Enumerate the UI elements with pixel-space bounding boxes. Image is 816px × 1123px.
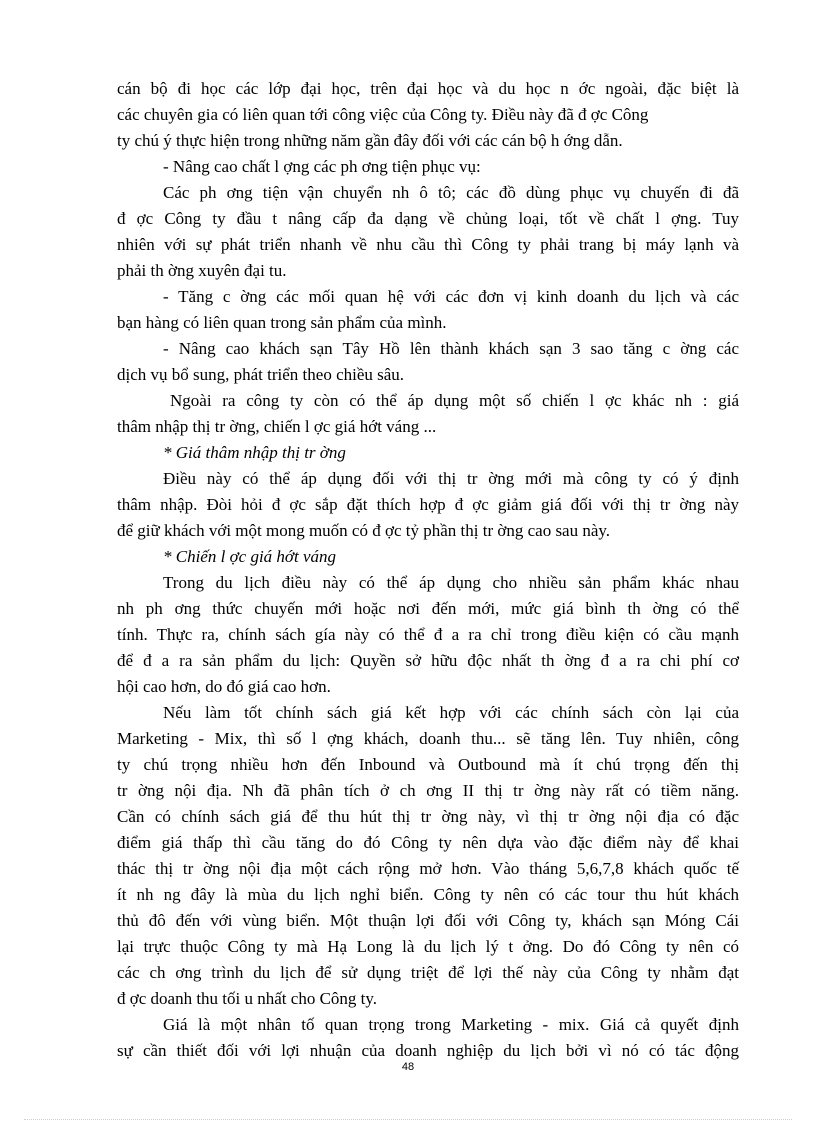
text-line: các ch ơng trình du lịch để sử dụng triệt để lợi thế này của Công ty nhằm đạt xyxy=(117,963,739,982)
text-line: cán bộ đi học các lớp đại học, trên đại học và du học n ớc ngoài, đặc biệt là xyxy=(117,79,739,98)
text-line: sự cần thiết đối với lợi nhuận của doanh nghiệp du lịch bởi vì nó có tác động xyxy=(117,1041,739,1060)
text-line: - Nâng cao khách sạn Tây Hồ lên thành khách sạn 3 sao tăng c ờng các xyxy=(163,339,739,358)
text-line: ty chú ý thực hiện trong những năm gần đây đối với các cán bộ h ớng dẫn. xyxy=(117,131,623,150)
text-line: thác thị tr ờng nội địa một cách rộng mở hơn. Vào tháng 5,6,7,8 khách quốc tế xyxy=(117,859,739,878)
page-number: 48 xyxy=(401,1061,415,1073)
text-line: nhiên với sự phát triển nhanh về nhu cầu thì Công ty phải trang bị máy lạnh và xyxy=(117,235,739,254)
text-line: điểm giá thấp thì cầu tăng do đó Công ty nên dựa vào đặc điểm này để khai xyxy=(117,833,739,852)
text-line: nh ph ơng thức chuyến mới hoặc nơi đến mới, mức giá bình th ờng có thể xyxy=(117,599,739,618)
text-line: Cần có chính sách giá để thu hút thị tr ờng này, vì thị tr ờng nội địa có đặc xyxy=(117,807,739,826)
text-line: Điều này có thể áp dụng đối với thị tr ờng mới mà công ty có ý định xyxy=(163,469,739,488)
text-line: Các ph ơng tiện vận chuyển nh ô tô; các đồ dùng phục vụ chuyến đi đã xyxy=(163,183,739,202)
text-line: Ngoài ra công ty còn có thể áp dụng một số chiến l ợc khác nh : giá xyxy=(170,391,739,410)
text-line: đ ợc Công ty đầu t nâng cấp đa dạng về chủng loại, tốt về chất l ợng. Tuy xyxy=(117,209,739,228)
text-line: Trong du lịch điều này có thể áp dụng cho nhiều sản phẩm khác nhau xyxy=(163,573,739,592)
footer-divider xyxy=(24,1119,792,1120)
text-line: hội cao hơn, do đó giá cao hơn. xyxy=(117,677,331,696)
text-line: Giá là một nhân tố quan trọng trong Marketing - mix. Giá cả quyết định xyxy=(163,1015,739,1034)
text-line: các chuyên gia có liên quan tới công việc của Công ty. Điều này đã đ ợc Công xyxy=(117,105,649,124)
text-line: bạn hàng có liên quan trong sản phẩm của mình. xyxy=(117,313,447,332)
text-line: tính. Thực ra, chính sách gía này có thể đ a ra chỉ trong điều kiện có cầu mạnh xyxy=(117,625,739,644)
section-heading: * Chiến l ợc giá hớt váng xyxy=(163,547,337,566)
text-line: ít nh ng đây là mùa du lịch nghỉ biển. Công ty nên có các tour thu hút khách xyxy=(117,885,739,904)
text-line: lại trực thuộc Công ty mà Hạ Long là du lịch lý t ởng. Do đó Công ty nên có xyxy=(117,937,739,956)
text-line: thâm nhập. Đòi hỏi đ ợc sắp đặt thích hợp đ ợc giảm giá đối với thị tr ờng này xyxy=(117,495,739,514)
text-line: - Tăng c ờng các mối quan hệ với các đơn vị kinh doanh du lịch và các xyxy=(163,287,739,306)
section-heading: * Giá thâm nhập thị tr ờng xyxy=(163,443,346,462)
text-line: phải th ờng xuyên đại tu. xyxy=(117,261,287,280)
text-line: dịch vụ bổ sung, phát triển theo chiều sâu. xyxy=(117,365,405,384)
text-line: ty chú trọng nhiều hơn đến Inbound và Outbound mà ít chú trọng đến thị xyxy=(117,755,739,774)
text-line: Nếu làm tốt chính sách giá kết hợp với các chính sách còn lại của xyxy=(163,703,739,722)
text-line: để đ a ra sản phẩm du lịch: Quyền sở hữu độc nhất th ờng đ a ra chi phí cơ xyxy=(117,651,739,670)
text-line: đ ợc doanh thu tối u nhất cho Công ty. xyxy=(117,989,378,1008)
text-line: để giữ khách với một mong muốn có đ ợc tỷ phần thị tr ờng cao sau này. xyxy=(117,521,611,540)
text-line: Marketing - Mix, thì số l ợng khách, doanh thu... sẽ tăng lên. Tuy nhiên, công xyxy=(117,729,739,748)
text-line: - Nâng cao chất l ợng các ph ơng tiện phục vụ: xyxy=(163,157,481,176)
text-line: tr ờng nội địa. Nh đã phân tích ở ch ơng II thị tr ờng này rất có tiềm năng. xyxy=(117,781,739,800)
text-line: thâm nhập thị tr ờng, chiến l ợc giá hớt váng ... xyxy=(117,417,437,436)
text-line: thủ đô đến với vùng biển. Một thuận lợi đối với Công ty, khách sạn Móng Cái xyxy=(117,911,739,930)
